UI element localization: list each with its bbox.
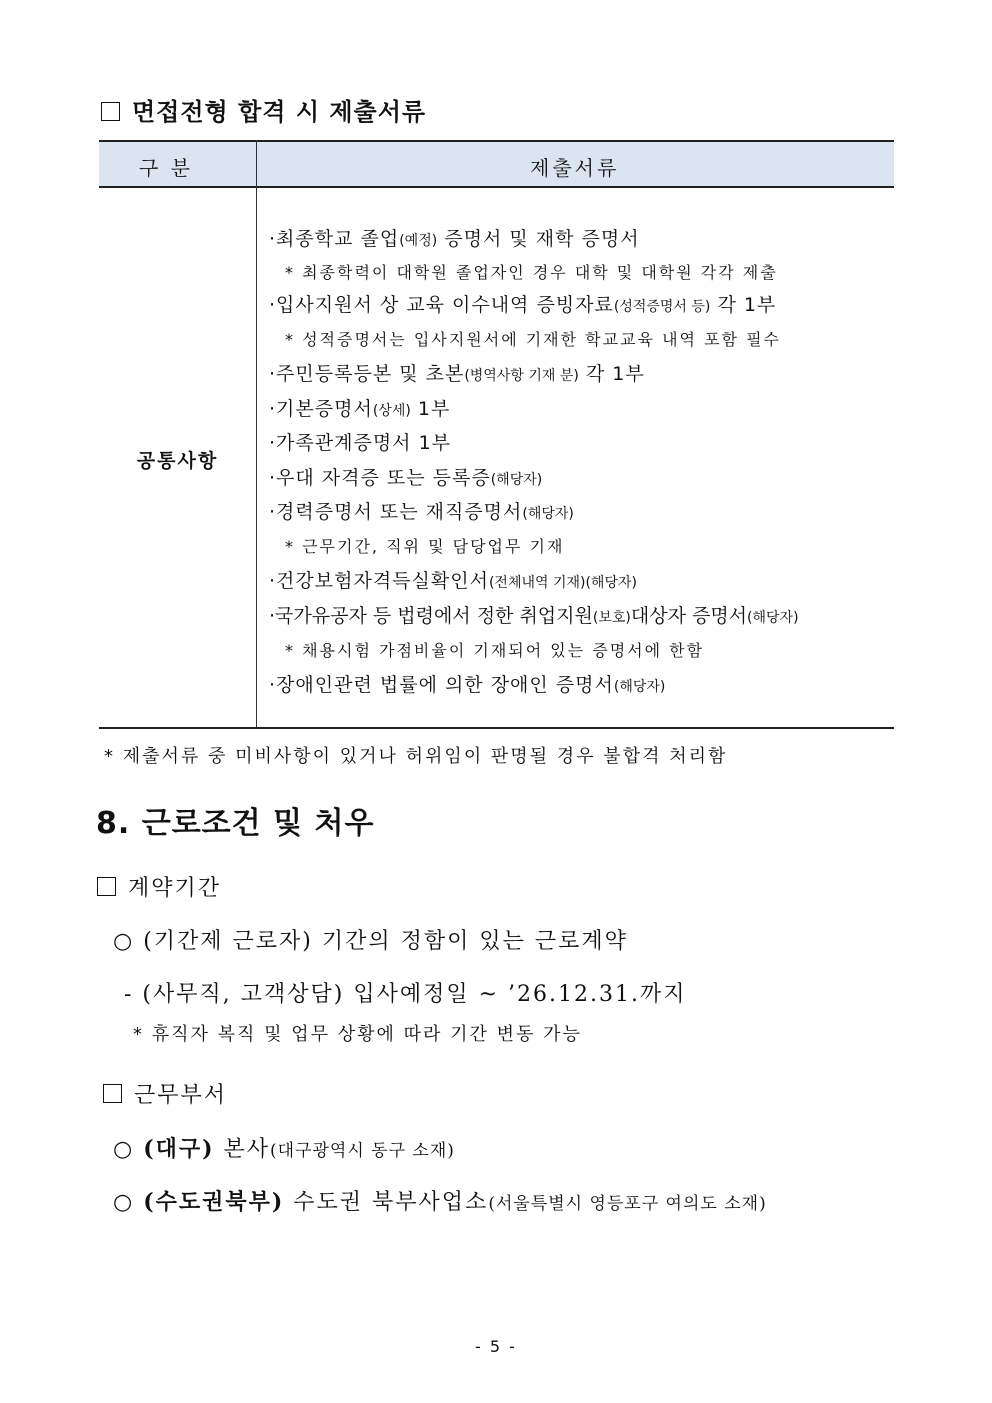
dept-title: 근무부서 bbox=[103, 1078, 227, 1109]
checkbox-square-icon bbox=[101, 102, 120, 121]
list-item: ·가족관계증명서 1부 bbox=[269, 432, 452, 454]
checkbox-square-icon bbox=[97, 877, 116, 896]
page-number: - 5 - bbox=[475, 1337, 517, 1356]
section-title-text: 면접전형 합격 시 제출서류 bbox=[132, 98, 427, 126]
list-item: ·장애인관련 법률에 의한 장애인 증명서(해당자) bbox=[269, 674, 666, 696]
contract-note: * 휴직자 복직 및 업무 상황에 따라 기간 변동 가능 bbox=[133, 1024, 582, 1045]
list-item: ·건강보험자격득실확인서(전체내역 기재)(해당자) bbox=[269, 570, 637, 592]
dept-line-north: ○ (수도권북부) 수도권 북부사업소(서울특별시 영등포구 여의도 소재) bbox=[113, 1189, 767, 1215]
col-header-documents: 제출서류 bbox=[530, 156, 620, 180]
col-header-category: 구 분 bbox=[139, 156, 193, 180]
documents-table bbox=[99, 140, 894, 729]
row-label-common: 공통사항 bbox=[136, 450, 219, 472]
contract-line: ○ (기간제 근로자) 기간의 정함이 있는 근로계약 bbox=[113, 929, 628, 954]
section-heading: 8. 근로조건 및 처우 bbox=[96, 806, 375, 841]
checkbox-square-icon bbox=[103, 1084, 122, 1103]
contract-sub-line: - (사무직, 고객상담) 입사예정일 ~ ’26.12.31.까지 bbox=[124, 982, 687, 1007]
list-item: ·주민등록등본 및 초본(병역사항 기재 분) 각 1부 bbox=[269, 363, 645, 385]
list-note: * 채용시험 가점비율이 기재되어 있는 증명서에 한함 bbox=[285, 641, 705, 660]
list-item: ·국가유공자 등 법령에서 정한 취업지원(보호)대상자 증명서(해당자) bbox=[269, 605, 799, 627]
list-note: * 근무기간, 직위 및 담당업무 기재 bbox=[285, 537, 565, 556]
contract-title: 계약기간 bbox=[97, 871, 221, 902]
section-title bbox=[101, 92, 426, 127]
table-bottom-border bbox=[99, 727, 894, 729]
table-header bbox=[99, 140, 894, 188]
list-note: * 최종학력이 대학원 졸업자인 경우 대학 및 대학원 각각 제출 bbox=[285, 263, 778, 282]
column-divider bbox=[256, 140, 257, 729]
list-item: ·경력증명서 또는 재직증명서(해당자) bbox=[269, 501, 574, 523]
dept-line-daegu: ○ (대구) 본사(대구광역시 동구 소재) bbox=[113, 1136, 455, 1162]
list-item: ·우대 자격증 또는 등록증(해당자) bbox=[269, 467, 543, 489]
list-item: ·입사지원서 상 교육 이수내역 증빙자료(성적증명서 등) 각 1부 bbox=[269, 294, 777, 316]
list-item: ·기본증명서(상세) 1부 bbox=[269, 398, 451, 420]
table-footnote: * 제출서류 중 미비사항이 있거나 허위임이 판명될 경우 불합격 처리함 bbox=[104, 746, 728, 767]
list-item: ·최종학교 졸업(예정) 증명서 및 재학 증명서 bbox=[269, 228, 640, 250]
list-note: * 성적증명서는 입사지원서에 기재한 학교교육 내역 포함 필수 bbox=[285, 330, 782, 349]
